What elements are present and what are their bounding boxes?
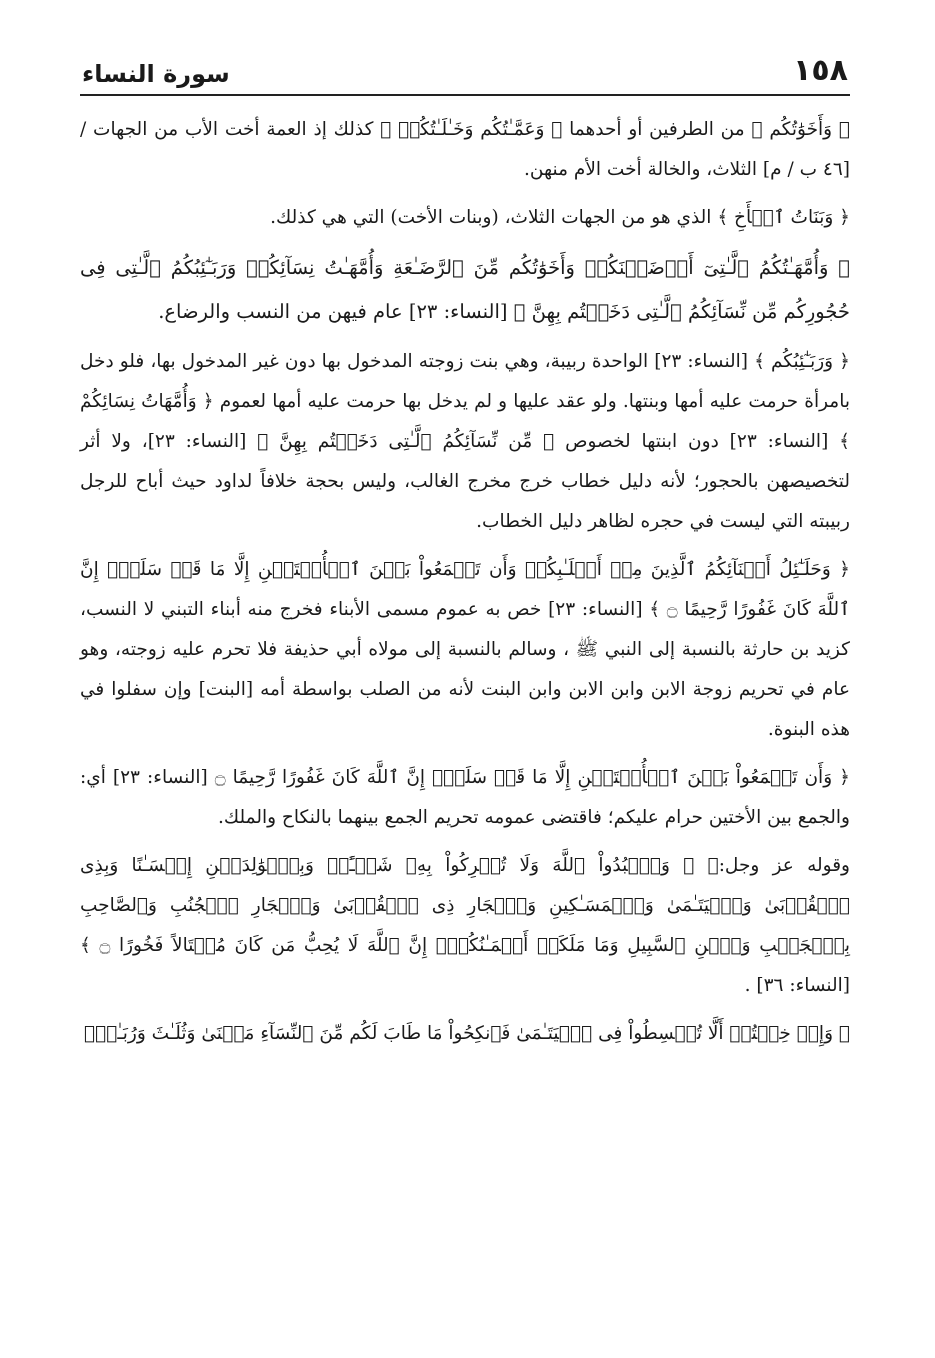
- paragraph-two-sisters: ﴿ وَأَن تَجۡمَعُواْ بَيۡنَ ٱلۡأُخۡتَيۡنِ إِلَّا مَا قَدۡ سَلَفَۗ إِنَّ ٱللَّهَ كَانَ غَفُورًا رَّحِيمًا ۝ [النساء: ٢٣] أي: والجمع بين الأختين حرام عليكم؛ فاقتضى عمومه تحريم الجمع بينهما بالنكاح والملك.: [80, 767, 851, 828]
- paragraph-nursing-mothers: ﴿ وَأُمَّهَـٰتُكُمُ ٱلَّـٰتِىٓ أَرۡضَعۡنَكُمۡ وَأَخَوَٰتُكُم مِّنَ ٱلرَّضَـٰعَةِ وَأُمَّهَـٰتُ نِسَآئِكُمۡ وَرَبَـٰٓئِبُكُمُ ٱلَّـٰتِى فِى حُجُورِكُم مِّن نِّسَآئِكُمُ ٱلَّـٰتِى دَخَلۡتُم بِهِنَّ ﴾ [النساء: ٢٣] عام فيهن من النسب والرضاع.: [80, 256, 850, 323]
- paragraph-stepdaughters: ﴿ وَرَبَـٰٓئِبُكُم ﴾ [النساء: ٢٣] الواحدة ربيبة، وهي بنت زوجته المدخول بها دون غير المدخول بها، فلو دخل بامرأة حرمت عليه أمها وبنتها. ولو عقد عليها و لم يدخل بها حرمت عليه أمها لعموم ﴿ وَأُمَّهَاتُ نِسَائِكُمْ ﴾ [النساء: ٢٣] دون ابنتها لخصوص ﴿ مِّن نِّسَآئِكُمُ ٱلَّـٰتِى دَخَلۡتُم بِهِنَّ ﴾ [النساء: ٢٣]، ولا أثر لتخصيصهن بالحجور؛ لأنه دليل خطاب خرج مخرج الغالب، وليس بحجة خلافاً لداود حيث أباح للرجل ربيبته التي ليست في حجره لظاهر دليل الخطاب.: [80, 351, 850, 532]
- book-page: [80, 40, 850, 1062]
- paragraph-brothers-daughters: ﴿ وَبَنَاتُ ٱلۡأَخِ ﴾ الذي هو من الجهات الثلاث، (وبنات الأخت) التي هي كذلك.: [270, 207, 850, 228]
- surah-title: سورة النساء: [82, 60, 230, 88]
- paragraph-sisters-aunts: ﴿ وَأَخَوَٰتُكُم ﴾ من الطرفين أو أحدهما ﴿ وَعَمَّـٰتُكُم وَخَـٰلَـٰتُكُمۡ ﴾ كذلك إذ العمة أخت الأب من الجهات / [٤٦ ب / م] الثلاث، والخالة أخت الأم منهن.: [80, 119, 850, 180]
- page-number: ١٥٨: [793, 53, 848, 88]
- paragraph-sons-wives: ﴿ وَحَلَـٰٓئِلُ أَبۡنَآئِكُمُ ٱلَّذِينَ مِنۡ أَصۡلَـٰبِكُمۡ وَأَن تَجۡمَعُواْ بَيۡنَ ٱلۡأُخۡتَيۡنِ إِلَّا مَا قَدۡ سَلَفَۗ إِنَّ ٱللَّهَ كَانَ غَفُورًا رَّحِيمًا ۝ ﴾ [النساء: ٢٣] خص به عموم مسمى الأبناء فخرج منه أبناء التبني لا النسب، كزيد بن حارثة بالنسبة إلى النبي ﷺ ، وسالم بالنسبة إلى مولاه أبي حذيفة فلا تحرم عليه زوجته، وهو عام في تحريم زوجة الابن وابن الابن وابن البنت لأنه من الصلب بواسطة أمه [البنت] وإن سفلوا في هذه البنوة.: [80, 559, 851, 740]
- paragraph-worship-allah: وقوله عز وجل:﴿ ۞ وَٱعۡبُدُواْ ٱللَّهَ وَلَا تُشۡرِكُواْ بِهِۦ شَيۡـًٔاۖ وَبِٱلۡوَٰلِدَيۡنِ إِحۡسَـٰنًا وَبِذِى ٱلۡقُرۡبَىٰ وَٱلۡيَتَـٰمَىٰ وَٱلۡمَسَـٰكِينِ وَٱلۡجَارِ ذِى ٱلۡقُرۡبَىٰ وَٱلۡجَارِ ٱلۡجُنُبِ وَٱلصَّاحِبِ بِٱلۡجَنۢبِ وَٱبۡنِ ٱلسَّبِيلِ وَمَا مَلَكَتۡ أَيۡمَـٰنُكُمۡۗ إِنَّ ٱللَّهَ لَا يُحِبُّ مَن كَانَ مُخۡتَالاً فَخُورًا ۝ ﴾ [النساء: ٣٦] .: [80, 855, 850, 996]
- page-body: [80, 110, 850, 1054]
- paragraph-orphans: ﴿ وَإِنۡ خِفۡتُمۡ أَلَّا تُقۡسِطُواْ فِى ٱلۡيَتَـٰمَىٰ فَٱنكِحُواْ مَا طَابَ لَكُم مِّنَ ٱلنِّسَآءِ مَثۡنَىٰ وَثُلَـٰثَ وَرُبَـٰعَۖ: [84, 1023, 850, 1044]
- page-header: [80, 40, 850, 96]
